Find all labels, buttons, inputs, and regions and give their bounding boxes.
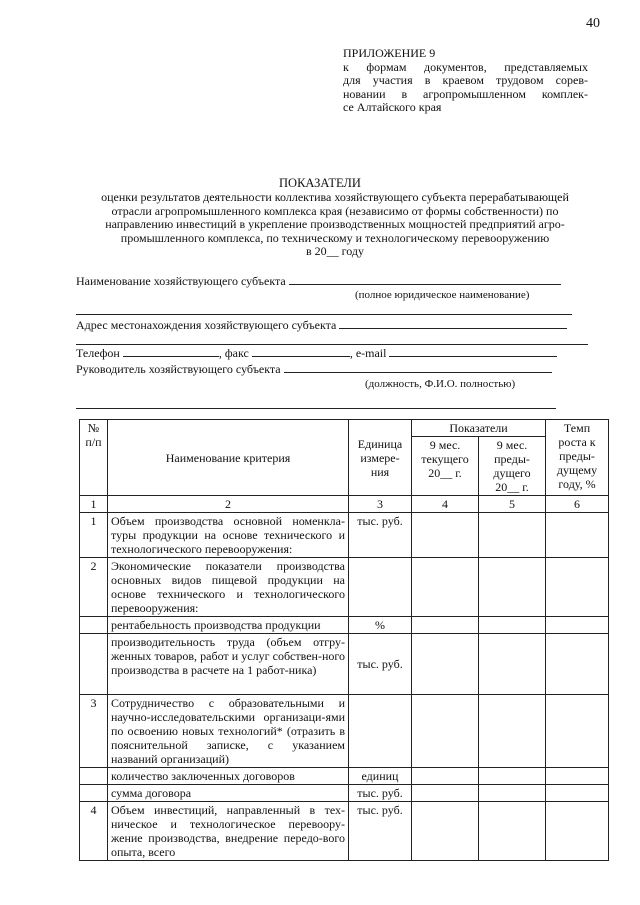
table-header-row (80, 420, 609, 437)
column-number: 1 (80, 496, 108, 513)
growth-cell[interactable] (546, 634, 609, 695)
table-row (80, 513, 609, 558)
fax-label: , факс (218, 346, 249, 360)
phone-label: Телефон (76, 346, 120, 360)
contacts-row (76, 346, 557, 361)
growth-cell[interactable] (546, 695, 609, 768)
value-previous-cell[interactable] (479, 802, 546, 861)
column-number: 5 (479, 496, 546, 513)
subtitle-line: отрасли агропромышленного комплекса края (независимо от формы собственности) по (111, 203, 559, 218)
value-previous-cell[interactable] (479, 513, 546, 558)
growth-cell[interactable] (546, 768, 609, 785)
address-field[interactable] (339, 318, 567, 329)
header-indicators: Показатели (412, 420, 546, 437)
criterion-name: производительность труда (объем отгру-женных товаров, работ и услуг собствен-ного производства в расчете на 1 работ-ника) (108, 634, 349, 695)
entity-name-row (76, 274, 561, 289)
appendix-block (343, 47, 588, 115)
value-current-cell[interactable] (412, 768, 479, 785)
criterion-name: Объем производства основной номенкла-туры продукции на основе технического и технологического перевооружения: (108, 513, 349, 558)
header-period-previous: 9 мес. преды-дущего 20__ г. (479, 437, 546, 496)
value-previous-cell[interactable] (479, 634, 546, 695)
appendix-heading: ПРИЛОЖЕНИЕ 9 (343, 46, 436, 60)
value-previous-cell[interactable] (479, 695, 546, 768)
header-num: № п/п (80, 420, 108, 496)
table-row (80, 558, 609, 617)
value-previous-cell[interactable] (479, 785, 546, 802)
head-label: Руководитель хозяйствующего субъекта (76, 362, 281, 376)
page-number: 40 (586, 16, 600, 31)
subtitle-line: оценки результатов деятельности коллектива хозяйствующего субъекта перерабатывающей (101, 190, 569, 204)
column-number: 2 (108, 496, 349, 513)
header-unit: Единица измере-ния (349, 420, 412, 496)
growth-cell[interactable] (546, 558, 609, 617)
value-previous-cell[interactable] (479, 768, 546, 785)
criterion-unit (349, 558, 412, 617)
criterion-unit (349, 695, 412, 768)
appendix-line: се Алтайского края (343, 100, 442, 114)
entity-name-continuation-line[interactable] (76, 314, 572, 315)
address-continuation-line[interactable] (76, 344, 588, 345)
value-current-cell[interactable] (412, 695, 479, 768)
growth-cell[interactable] (546, 617, 609, 634)
appendix-line: к формам документов, представляемых (343, 59, 588, 74)
row-num (80, 768, 108, 785)
table-row (80, 695, 609, 768)
document-subtitle (70, 191, 600, 259)
criterion-unit: тыс. руб. (349, 802, 412, 861)
header-growth: Темп роста к преды-дущему году, % (546, 420, 609, 496)
value-previous-cell[interactable] (479, 617, 546, 634)
row-num (80, 785, 108, 802)
value-previous-cell[interactable] (479, 558, 546, 617)
subtitle-line: в 20__ году (305, 244, 365, 258)
phone-field[interactable] (123, 346, 219, 357)
address-label: Адрес местонахождения хозяйствующего субъекта (76, 318, 337, 332)
criterion-unit: тыс. руб. (349, 513, 412, 558)
address-row (76, 318, 567, 333)
entity-name-label: Наименование хозяйствующего субъекта (76, 274, 286, 288)
subtitle-line: направлению инвестиций в укрепление производственных мощностей предприятий агро- (105, 217, 565, 231)
criteria-table (79, 419, 609, 861)
value-current-cell[interactable] (412, 513, 479, 558)
column-number: 3 (349, 496, 412, 513)
header-name: Наименование критерия (108, 420, 349, 496)
appendix-line: новании в агропромышленном комплек- (343, 86, 588, 101)
entity-name-hint: (полное юридическое наименование) (355, 289, 530, 301)
appendix-line: для участия в краевом трудовом сорев- (343, 73, 588, 87)
head-continuation-line[interactable] (76, 408, 556, 409)
document-title: ПОКАЗАТЕЛИ (279, 176, 361, 190)
fax-field[interactable] (252, 346, 350, 357)
table-row (80, 802, 609, 861)
criterion-name: сумма договора (108, 785, 349, 802)
criterion-unit: тыс. руб. (349, 634, 412, 695)
value-current-cell[interactable] (412, 558, 479, 617)
criterion-name: рентабельность производства продукции (108, 617, 349, 634)
growth-cell[interactable] (546, 513, 609, 558)
criterion-name: Сотрудничество с образовательными и научно-исследовательскими организаци-ями по освоению новых технологий* (отразить в пояснительной записке, с указанием названий организаций) (108, 695, 349, 768)
head-field[interactable] (284, 362, 552, 373)
table-row (80, 617, 609, 634)
head-row (76, 362, 552, 377)
criterion-unit: единиц (349, 768, 412, 785)
value-current-cell[interactable] (412, 785, 479, 802)
subtitle-line: промышленного комплекса, по техническому и технологическому перевооружению (120, 230, 550, 245)
email-field[interactable] (389, 346, 557, 357)
row-num: 1 (80, 513, 108, 558)
column-number: 6 (546, 496, 609, 513)
criterion-unit: тыс. руб. (349, 785, 412, 802)
growth-cell[interactable] (546, 785, 609, 802)
criterion-name: Объем инвестиций, направленный в тех-ническое и технологическое перевоору-жение производства, внедрение передо-вого опыта, всего (108, 802, 349, 861)
criterion-name: Экономические показатели производства основных видов пищевой продукции на основе технического и технологического перевооружения: (108, 558, 349, 617)
column-numbers-row (80, 496, 609, 513)
head-hint: (должность, Ф.И.О. полностью) (365, 378, 516, 390)
criterion-unit: % (349, 617, 412, 634)
entity-name-field[interactable] (289, 274, 561, 285)
row-num: 3 (80, 695, 108, 768)
row-num: 4 (80, 802, 108, 861)
row-num: 2 (80, 558, 108, 617)
value-current-cell[interactable] (412, 617, 479, 634)
row-num (80, 634, 108, 695)
column-number: 4 (412, 496, 479, 513)
value-current-cell[interactable] (412, 634, 479, 695)
growth-cell[interactable] (546, 802, 609, 861)
header-period-current: 9 мес. текущего 20__ г. (412, 437, 479, 496)
table-row (80, 634, 609, 695)
table-row (80, 768, 609, 785)
criterion-name: количество заключенных договоров (108, 768, 349, 785)
table-row (80, 785, 609, 802)
value-current-cell[interactable] (412, 802, 479, 861)
email-label: , e-mail (349, 346, 387, 360)
row-num (80, 617, 108, 634)
